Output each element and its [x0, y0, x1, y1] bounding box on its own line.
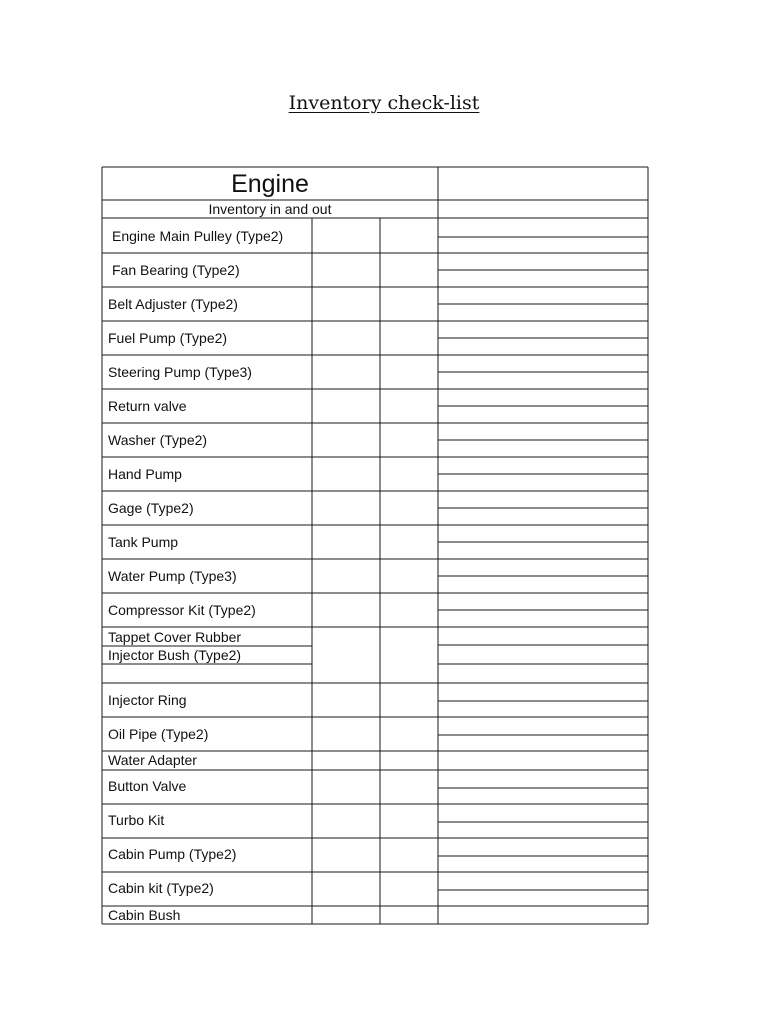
item-label: Oil Pipe (Type2): [108, 726, 209, 742]
item-label: Water Adapter: [108, 752, 197, 768]
item-label: Fan Bearing (Type2): [112, 262, 240, 278]
table-grid: [102, 167, 648, 924]
item-label: Water Pump (Type3): [108, 568, 237, 584]
item-label: Tank Pump: [108, 534, 179, 550]
item-label: Cabin kit (Type2): [108, 880, 214, 896]
table-header-engine: Engine: [231, 170, 309, 198]
item-label: Belt Adjuster (Type2): [108, 296, 238, 312]
item-label: Button Valve: [108, 778, 187, 794]
item-label: Compressor Kit (Type2): [108, 602, 256, 618]
item-label: Fuel Pump (Type2): [108, 330, 228, 346]
item-label: Return valve: [108, 398, 187, 414]
item-label: Cabin Pump (Type2): [108, 846, 237, 862]
item-label: Injector Ring: [108, 692, 187, 708]
item-label: Hand Pump: [108, 466, 182, 482]
item-label: Injector Bush (Type2): [108, 647, 242, 663]
table-subheader: Inventory in and out: [208, 201, 332, 217]
item-label: Steering Pump (Type3): [108, 364, 252, 380]
item-label: Tappet Cover Rubber: [108, 629, 242, 645]
table-text: [108, 170, 332, 923]
page-title: Inventory check-list: [288, 92, 480, 114]
item-label: Cabin Bush: [108, 907, 181, 923]
item-label: Turbo Kit: [108, 812, 165, 828]
item-label: Washer (Type2): [108, 432, 208, 448]
item-label: Engine Main Pulley (Type2): [112, 228, 284, 244]
item-label: Gage (Type2): [108, 500, 194, 516]
